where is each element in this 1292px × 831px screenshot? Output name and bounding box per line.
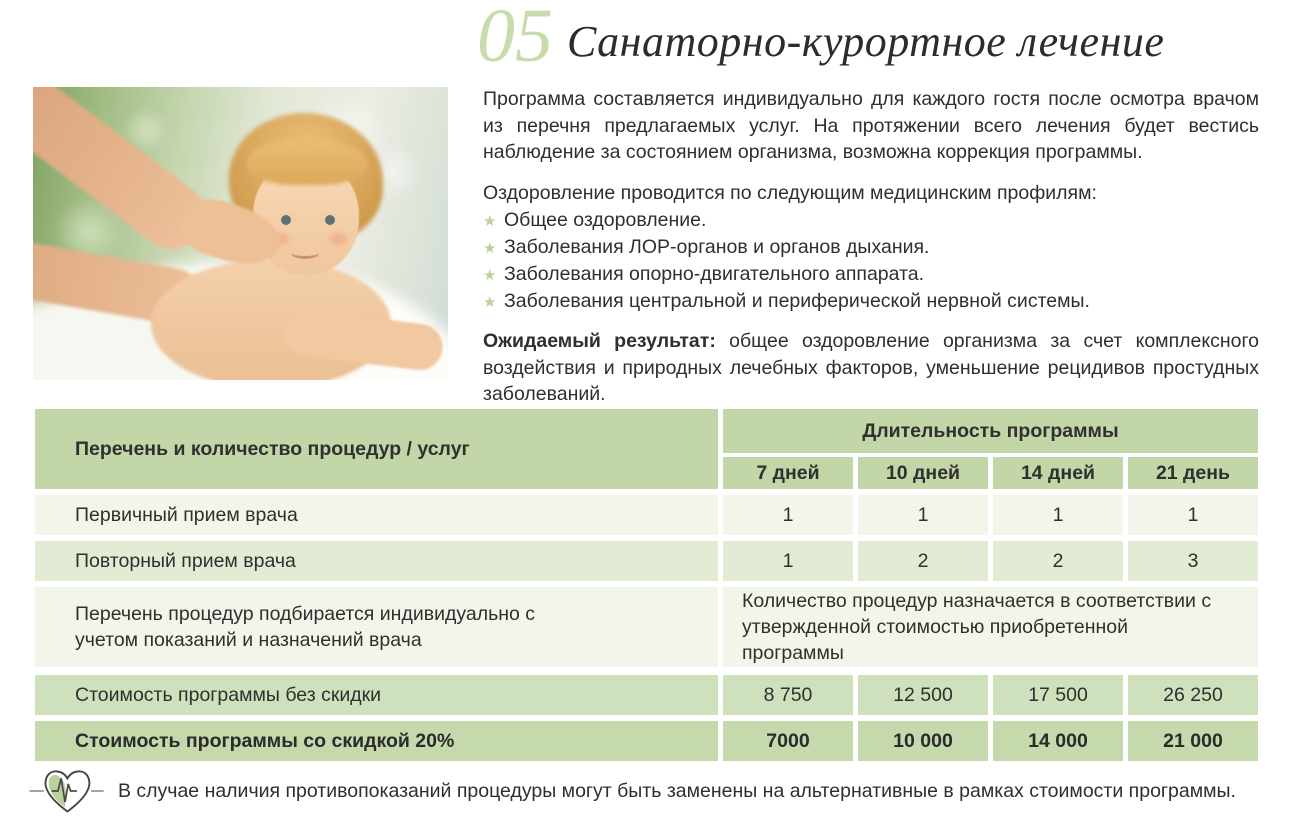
duration-col-21: 21 день [1128,457,1258,489]
star-bullet-icon: ★ [483,213,497,230]
row-value: 8 750 [723,675,853,715]
row-label: Перечень процедур подбирается индивидуально с учетом показаний и назначений врача [35,587,718,667]
row-value: 1 [993,495,1123,535]
photo-child-cheek [329,233,347,245]
table-header-durations [723,409,1258,489]
row-value: 1 [723,495,853,535]
photo-child-eye [325,215,335,225]
star-bullet-icon: ★ [483,267,497,284]
row-label: Стоимость программы без скидки [35,675,718,715]
table-row [35,495,1258,535]
row-label: Повторный прием врача [35,541,718,581]
expected-result-text: общее оздоровление организма за счет комплексного воздействия и природных лечебных факторов, уменьшение рецидивов простудных заболеваний. [483,330,1259,405]
page-title: Санаторно-курортное лечение [567,17,1165,67]
footer-note-row [28,760,1266,822]
row-value: 7000 [723,721,853,761]
row-value: 2 [993,541,1123,581]
row-value: 26 250 [1128,675,1258,715]
row-value: 2 [858,541,988,581]
table-header-services: Перечень и количество процедур / услуг [35,409,718,489]
expected-result-paragraph [483,328,1259,408]
row-label: Стоимость программы со скидкой 20% [35,721,718,761]
row-value: 1 [723,541,853,581]
list-item-label: Заболевания ЛОР-органов и органов дыхания. [504,236,930,258]
list-item-label: Заболевания опорно-двигательного аппарата. [504,263,925,285]
section-number: 05 [477,0,553,78]
table-row [35,675,1258,715]
duration-subheaders [723,457,1258,489]
duration-col-10: 10 дней [858,457,988,489]
row-value: 21 000 [1128,721,1258,761]
page-header [477,0,1165,78]
heartbeat-heart-icon [28,760,110,822]
profiles-intro: Оздоровление проводится по следующим медицинским профилям: [483,181,1097,204]
footer-note: В случае наличия противопоказаний процедуры могут быть заменены на альтернативные в рамках стоимости программы. [118,779,1236,802]
list-item-label: Заболевания центральной и периферической нервной системы. [504,290,1090,312]
table-row [35,721,1258,761]
table-header-row [35,409,1258,489]
star-bullet-icon: ★ [483,294,497,311]
profiles-list [483,207,1259,315]
list-item [483,288,1259,315]
intro-paragraph: Программа составляется индивидуально для каждого гостя после осмотра врачом из перечня предлагаемых услуг. На протяжении всего лечения будет вестись наблюдение за состоянием организма, возможна коррекция программы. [483,88,1259,163]
row-value: 3 [1128,541,1258,581]
duration-header: Длительность программы [723,409,1258,453]
row-label: Первичный прием врача [35,495,718,535]
row-value: 1 [1128,495,1258,535]
photo-child-eye [281,215,291,225]
row-value: 14 000 [993,721,1123,761]
list-item-label: Общее оздоровление. [504,209,707,231]
table-row [35,541,1258,581]
photo-child-hair [247,139,367,185]
row-value: 12 500 [858,675,988,715]
list-item [483,261,1259,288]
duration-col-14: 14 дней [993,457,1123,489]
row-merged-value: Количество процедур назначается в соответствии с утвержденной стоимостью приобретенной программы [723,587,1258,667]
row-value: 1 [858,495,988,535]
list-item [483,234,1259,261]
intro-text-column [483,86,1259,408]
duration-col-7: 7 дней [723,457,853,489]
photo-child-mouth [291,247,319,259]
row-value: 17 500 [993,675,1123,715]
table-row-merged [35,587,1258,667]
star-bullet-icon: ★ [483,240,497,257]
child-massage-photo [33,87,448,380]
pricing-table [35,409,1258,761]
row-value: 10 000 [858,721,988,761]
list-item [483,207,1259,234]
expected-result-label: Ожидаемый результат: [483,330,716,352]
